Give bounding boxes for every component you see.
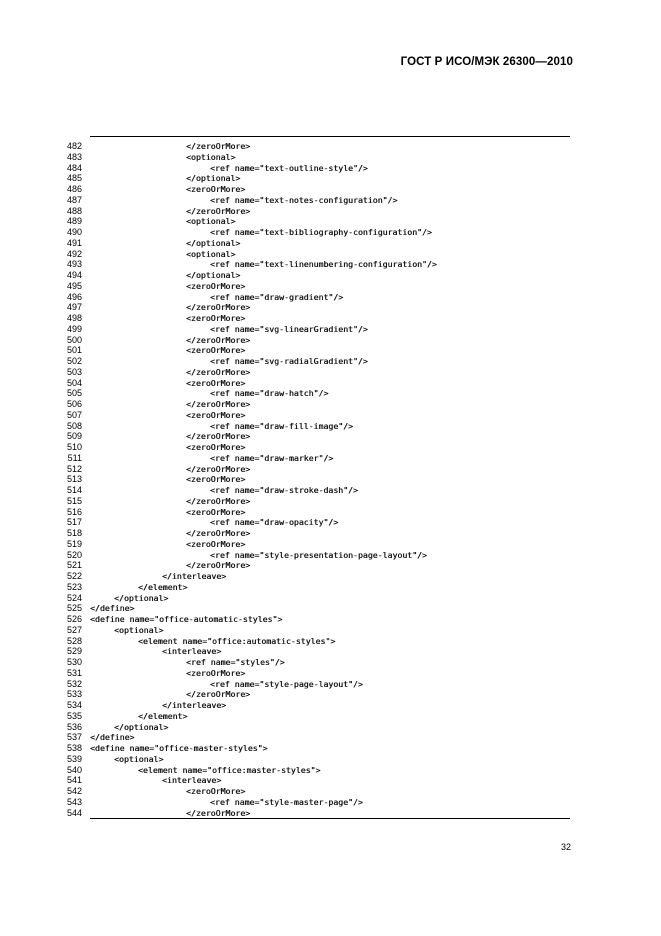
code-text: </zeroOrMore>	[186, 431, 251, 442]
code-text: </interleave>	[162, 700, 227, 710]
line-number: 504	[66, 377, 82, 388]
code-line	[0, 259, 661, 270]
code-line	[0, 593, 661, 604]
code-text: <optional>	[114, 624, 164, 635]
line-number: 502	[66, 356, 82, 366]
code-text: <zeroOrMore>	[186, 280, 246, 291]
line-number: 501	[66, 345, 82, 356]
code-text: </optional>	[186, 270, 241, 280]
code-line	[0, 442, 661, 453]
line-number: 492	[66, 248, 82, 259]
code-text: </element>	[138, 581, 188, 592]
page-number: 32	[560, 842, 571, 852]
line-number: 521	[66, 560, 82, 571]
code-line	[0, 689, 661, 700]
line-number: 542	[66, 786, 82, 796]
code-text: <zeroOrMore>	[186, 409, 246, 420]
line-number: 507	[66, 409, 82, 420]
line-number: 496	[66, 291, 82, 302]
code-line	[0, 582, 661, 593]
line-number: 522	[66, 571, 82, 581]
code-line	[0, 603, 661, 614]
line-number: 488	[66, 205, 82, 216]
line-number: 509	[66, 431, 82, 442]
line-number: 533	[66, 689, 82, 700]
code-text: <define name="office-automatic-styles">	[90, 614, 283, 624]
code-line	[0, 195, 661, 206]
code-line	[0, 775, 661, 786]
code-line	[0, 378, 661, 389]
line-number: 489	[66, 216, 82, 227]
code-text: <zeroOrMore>	[186, 377, 246, 388]
code-text: <ref name="draw-opacity"/>	[210, 517, 339, 528]
code-line	[0, 399, 661, 410]
line-number: 531	[66, 667, 82, 678]
line-number: 526	[66, 614, 82, 624]
line-number: 528	[66, 635, 82, 646]
code-text: </optional>	[186, 237, 241, 248]
code-text: <ref name="draw-hatch"/>	[210, 388, 329, 399]
line-number: 541	[66, 775, 82, 786]
code-text: <ref name="text-notes-configuration"/>	[210, 194, 398, 205]
code-line	[0, 184, 661, 195]
code-line	[0, 281, 661, 292]
code-line	[0, 345, 661, 356]
code-text: <zeroOrMore>	[186, 313, 246, 323]
code-line	[0, 474, 661, 485]
code-line	[0, 324, 661, 335]
line-number: 524	[66, 592, 82, 603]
code-line	[0, 700, 661, 711]
code-line	[0, 410, 661, 421]
line-number: 529	[66, 646, 82, 657]
code-text: <define name="office-master-styles">	[90, 743, 268, 753]
code-text: <zeroOrMore>	[186, 667, 246, 678]
code-text: <zeroOrMore>	[186, 442, 246, 452]
code-line	[0, 636, 661, 647]
line-number: 518	[66, 528, 82, 538]
document-header: ГОСТ Р ИСО/МЭК 26300—2010	[400, 56, 573, 68]
line-number: 491	[66, 237, 82, 248]
code-line	[0, 496, 661, 507]
code-line	[0, 797, 661, 808]
code-text: <interleave>	[162, 775, 222, 786]
code-line	[0, 335, 661, 346]
code-line	[0, 431, 661, 442]
line-number: 513	[66, 474, 82, 485]
line-number: 536	[66, 721, 82, 732]
line-number: 508	[66, 420, 82, 431]
line-number: 525	[66, 603, 82, 614]
code-line	[0, 453, 661, 464]
code-line	[0, 732, 661, 743]
line-number: 506	[66, 399, 82, 409]
line-number: 538	[66, 743, 82, 753]
line-number: 500	[66, 334, 82, 345]
line-number: 510	[66, 442, 82, 452]
code-line	[0, 173, 661, 184]
top-rule	[90, 136, 570, 137]
code-text: <optional>	[114, 753, 164, 764]
code-line	[0, 754, 661, 765]
code-line	[0, 313, 661, 324]
line-number: 498	[66, 313, 82, 323]
code-text: </define>	[90, 603, 135, 614]
code-line	[0, 625, 661, 636]
code-line	[0, 657, 661, 668]
line-number: 485	[66, 173, 82, 184]
code-listing	[0, 141, 661, 818]
code-line	[0, 367, 661, 378]
code-line	[0, 539, 661, 550]
code-line	[0, 163, 661, 174]
code-text: </zeroOrMore>	[186, 495, 251, 506]
code-text: </zeroOrMore>	[186, 528, 251, 538]
code-text: </zeroOrMore>	[186, 399, 251, 409]
code-text: <ref name="svg-linearGradient"/>	[210, 323, 368, 334]
code-line	[0, 571, 661, 582]
line-number: 530	[66, 657, 82, 667]
code-line	[0, 356, 661, 367]
line-number: 543	[66, 796, 82, 807]
code-text: <ref name="draw-stroke-dash"/>	[210, 485, 358, 495]
code-line	[0, 528, 661, 539]
code-line	[0, 614, 661, 625]
code-text: <zeroOrMore>	[186, 506, 246, 517]
line-number: 487	[66, 194, 82, 205]
code-line	[0, 302, 661, 313]
code-text: </zeroOrMore>	[186, 205, 251, 216]
code-text: <ref name="style-presentation-page-layout"/>	[210, 549, 427, 560]
code-text: </zeroOrMore>	[186, 689, 251, 700]
code-line	[0, 722, 661, 733]
line-number: 539	[66, 753, 82, 764]
code-text: </zeroOrMore>	[186, 334, 251, 345]
line-number: 483	[66, 151, 82, 162]
line-number: 544	[66, 807, 82, 818]
line-number: 494	[66, 270, 82, 280]
code-line	[0, 421, 661, 432]
line-number: 516	[66, 506, 82, 517]
code-text: </define>	[90, 732, 135, 743]
line-number: 532	[66, 678, 82, 689]
code-text: </zeroOrMore>	[186, 463, 251, 474]
code-line	[0, 679, 661, 690]
line-number: 540	[66, 764, 82, 775]
code-text: <zeroOrMore>	[186, 786, 246, 796]
code-text: </zeroOrMore>	[186, 366, 251, 377]
line-number: 517	[66, 517, 82, 528]
code-text: </interleave>	[162, 571, 227, 581]
line-number: 505	[66, 388, 82, 399]
code-text: <ref name="draw-gradient"/>	[210, 291, 344, 302]
code-line	[0, 249, 661, 260]
code-line	[0, 507, 661, 518]
code-line	[0, 216, 661, 227]
code-text: </zeroOrMore>	[186, 302, 251, 313]
code-line	[0, 152, 661, 163]
code-text: <ref name="style-page-layout"/>	[210, 678, 363, 689]
code-line	[0, 388, 661, 399]
line-number: 484	[66, 162, 82, 173]
bottom-rule	[90, 818, 570, 819]
code-text: </zeroOrMore>	[186, 807, 251, 818]
code-line	[0, 668, 661, 679]
code-text: <zeroOrMore>	[186, 538, 246, 549]
line-number: 482	[66, 141, 82, 151]
line-number: 490	[66, 227, 82, 237]
line-number: 535	[66, 710, 82, 721]
code-line	[0, 765, 661, 776]
code-text: <ref name="draw-fill-image"/>	[210, 420, 353, 431]
code-text: </zeroOrMore>	[186, 141, 251, 151]
code-text: <element name="office:automatic-styles">	[138, 635, 336, 646]
code-line	[0, 560, 661, 571]
code-text: </optional>	[114, 592, 169, 603]
code-text: <optional>	[186, 216, 236, 227]
code-text: </element>	[138, 710, 188, 721]
line-number: 514	[66, 485, 82, 495]
code-line	[0, 292, 661, 303]
code-text: <ref name="draw-marker"/>	[210, 452, 334, 463]
code-line	[0, 485, 661, 496]
code-line	[0, 646, 661, 657]
code-line	[0, 550, 661, 561]
line-number: 493	[66, 259, 82, 270]
line-number: 512	[66, 463, 82, 474]
line-number: 515	[66, 495, 82, 506]
code-text: </zeroOrMore>	[186, 560, 251, 571]
code-text: <ref name="styles"/>	[186, 657, 285, 667]
code-text: </optional>	[114, 721, 169, 732]
code-text: <ref name="svg-radialGradient"/>	[210, 356, 368, 366]
line-number: 503	[66, 366, 82, 377]
code-text: <ref name="text-outline-style"/>	[210, 162, 368, 173]
code-text: </optional>	[186, 173, 241, 184]
code-line	[0, 206, 661, 217]
code-text: <ref name="text-bibliography-configuration"/>	[210, 227, 432, 237]
code-text: <zeroOrMore>	[186, 345, 246, 356]
line-number: 523	[66, 581, 82, 592]
line-number: 520	[66, 549, 82, 560]
line-number: 486	[66, 184, 82, 194]
code-text: <element name="office:master-styles">	[138, 764, 321, 775]
code-line	[0, 517, 661, 528]
code-line	[0, 464, 661, 475]
code-text: <optional>	[186, 248, 236, 259]
code-text: <interleave>	[162, 646, 222, 657]
line-number: 511	[67, 452, 82, 463]
code-text: <zeroOrMore>	[186, 184, 246, 194]
code-line	[0, 711, 661, 722]
code-line	[0, 743, 661, 754]
line-number: 495	[66, 280, 82, 291]
line-number: 519	[66, 538, 82, 549]
line-number: 527	[66, 624, 82, 635]
line-number: 499	[66, 323, 82, 334]
code-text: <ref name="style-master-page"/>	[210, 796, 363, 807]
code-text: <ref name="text-linenumbering-configuration"/>	[210, 259, 437, 270]
code-line	[0, 808, 661, 819]
code-line	[0, 238, 661, 249]
code-line	[0, 786, 661, 797]
code-line	[0, 141, 661, 152]
line-number: 537	[66, 732, 82, 743]
code-text: <optional>	[186, 151, 236, 162]
line-number: 497	[66, 302, 82, 313]
code-text: <zeroOrMore>	[186, 474, 246, 485]
code-line	[0, 270, 661, 281]
line-number: 534	[66, 700, 82, 710]
code-line	[0, 227, 661, 238]
